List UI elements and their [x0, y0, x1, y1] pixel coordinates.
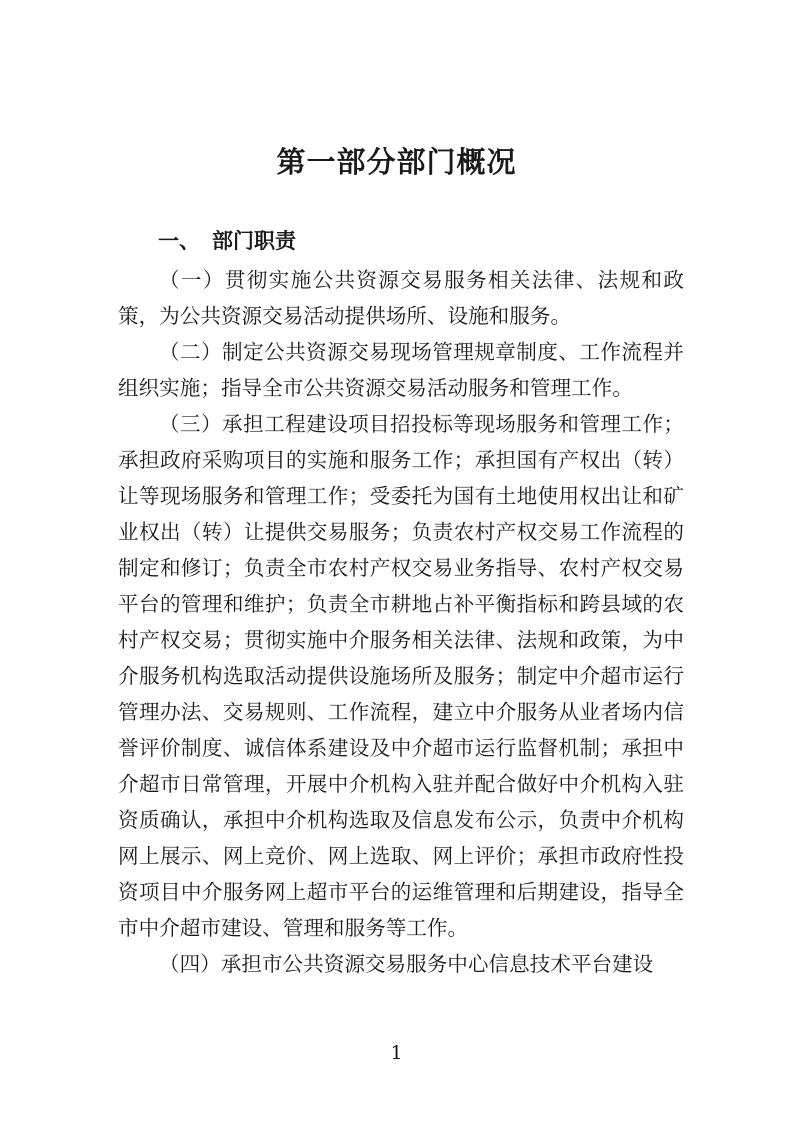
- section-number: 一、: [158, 229, 200, 253]
- section-label: 部门职责: [212, 229, 296, 253]
- page-title: 第一部分部门概况: [276, 145, 517, 179]
- page-number: 1: [390, 1042, 403, 1064]
- paragraph-3: （三）承担工程建设项目招投标等现场服务和管理工作；承担政府采购项目的实施和服务工作；承担国有产权出（转）让等现场服务和管理工作；受委托为国有土地使用权出让和矿业权出（转）让提供交易服务；负责农村产权交易工作流程的制定和修订；负责全市农村产权交易业务指导、农村产权交易平台的管理和维护；负责全市耕地占补平衡指标和跨县域的农村产权交易；贯彻实施中介服务相关法律、法规和政策，为中介服务机构选取活动提供设施场所及服务；制定中介超市运行管理办法、交易规则、工作流程，建立中介服务从业者场内信誉评价制度、诚信体系建设及中介超市运行监督机制；承担中介超市日常管理，开展中介机构入驻并配合做好中介机构入驻资质确认，承担中介机构选取及信息发布公示，负责中介机构网上展示、网上竞价、网上选取、网上评价；承担市政府性投资项目中介服务网上超市平台的运维管理和后期建设，指导全市中介超市建设、管理和服务等工作。: [118, 412, 684, 940]
- paragraph-2: （二）制定公共资源交易现场管理规章制度、工作流程并组织实施；指导全市公共资源交易活动服务和管理工作。: [118, 340, 684, 400]
- paragraph-4: （四）承担市公共资源交易服务中心信息技术平台建设: [159, 952, 654, 976]
- body-text: [118, 262, 684, 982]
- paragraph-1: （一）贯彻实施公共资源交易服务相关法律、法规和政策，为公共资源交易活动提供场所、设施和服务。: [118, 268, 684, 328]
- section-heading: [158, 225, 296, 255]
